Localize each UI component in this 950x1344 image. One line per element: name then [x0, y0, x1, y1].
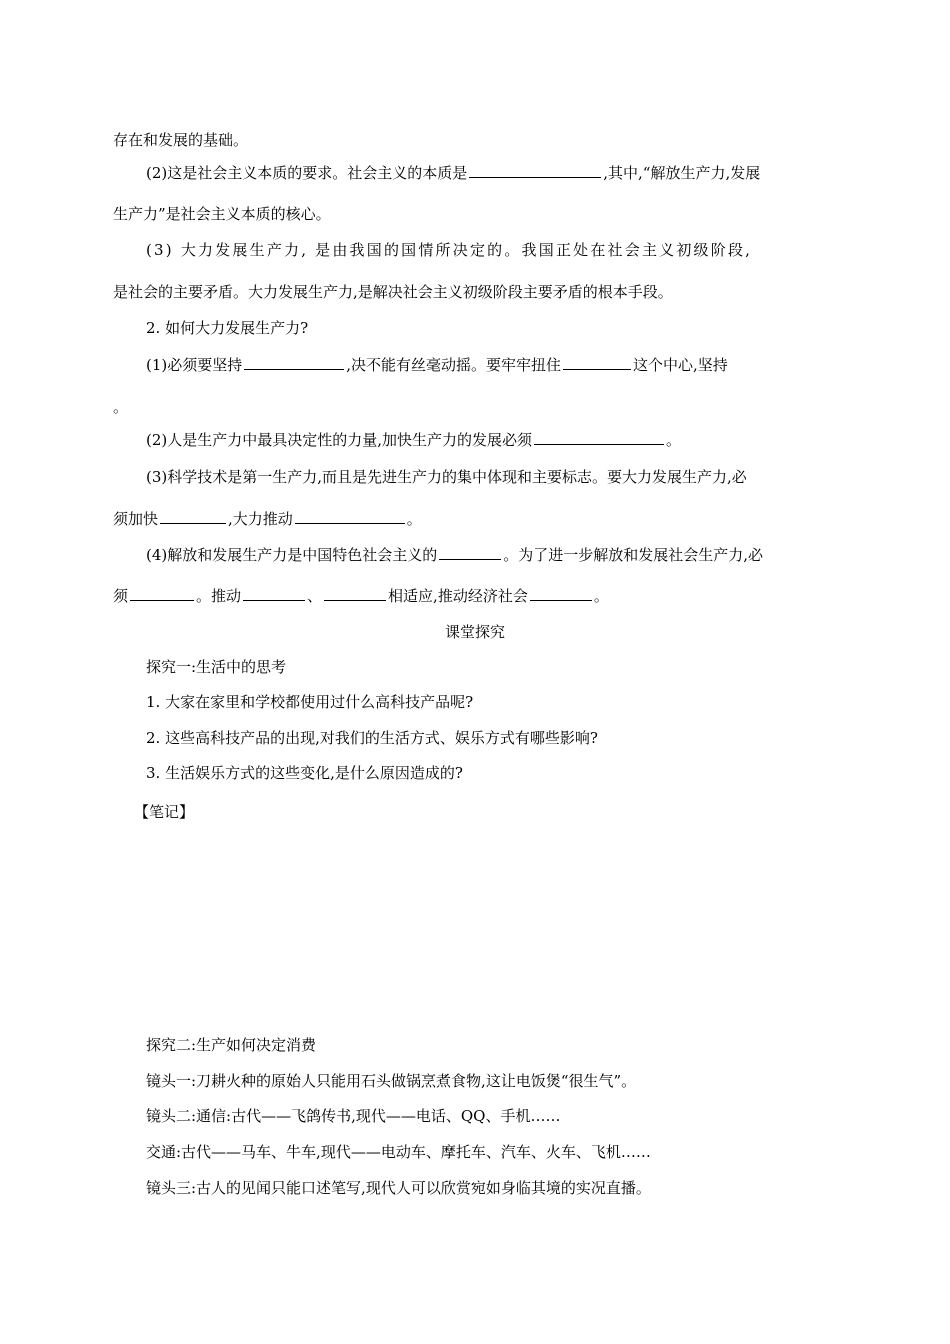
question-heading: 2. 如何大力发展生产力?: [146, 319, 309, 337]
fill-blank[interactable]: [563, 355, 631, 370]
fill-blank[interactable]: [534, 430, 664, 445]
question-item: 1. 大家在家里和学校都使用过什么高科技产品呢?: [146, 693, 474, 711]
paragraph-line: (3)科学技术是第一生产力,而且是先进生产力的集中体现和主要标志。要大力发展生产力,必: [146, 468, 747, 486]
paragraph-line: (2)这是社会主义本质的要求。社会主义的本质是 ,其中,“解放生产力,发展: [146, 164, 761, 182]
paragraph-line: 是社会的主要矛盾。大力发展生产力,是解决社会主义初级阶段主要矛盾的根本手段。: [113, 283, 673, 301]
fill-blank[interactable]: [160, 509, 226, 524]
fill-blank[interactable]: [530, 586, 592, 601]
scene-item: 镜头一:刀耕火种的原始人只能用石头做锅烹煮食物,这让电饭煲“很生气”。: [146, 1072, 637, 1090]
fill-blank[interactable]: [244, 355, 344, 370]
explore-one-title: 探究一:生活中的思考: [146, 658, 287, 676]
paragraph-line: 须加快 ,大力推动 。: [113, 510, 422, 528]
paragraph-line: 须 。推动 、 相适应,推动经济社会 。: [113, 587, 609, 605]
scene-item: 交通:古代——马车、牛车,现代——电动车、摩托车、汽车、火车、飞机……: [146, 1143, 651, 1161]
paragraph-line: 。: [113, 398, 129, 416]
section-title: 课堂探究: [444, 623, 505, 641]
fill-blank[interactable]: [243, 586, 305, 601]
fill-blank[interactable]: [295, 509, 405, 524]
paragraph-line: 生产力”是社会主义本质的核心。: [113, 205, 331, 223]
paragraph-line: (1)必须要坚持 ,决不能有丝毫动摇。要牢牢扭住 这个中心,坚持: [146, 356, 728, 374]
scene-item: 镜头二:通信:古代——飞鸽传书,现代——电话、QQ、手机……: [146, 1107, 561, 1125]
question-item: 2. 这些高科技产品的出现,对我们的生活方式、娱乐方式有哪些影响?: [146, 729, 598, 747]
paragraph-line: (2)人是生产力中最具决定性的力量,加快生产力的发展必须 。: [146, 431, 682, 449]
fill-blank[interactable]: [324, 586, 386, 601]
fill-blank[interactable]: [439, 545, 501, 560]
scene-item: 镜头三:古人的见闻只能口述笔写,现代人可以欣赏宛如身临其境的实况直播。: [146, 1179, 651, 1197]
paragraph-line: 存在和发展的基础。: [113, 131, 249, 149]
fill-blank[interactable]: [469, 163, 601, 178]
explore-two-title: 探究二:生产如何决定消费: [146, 1036, 317, 1054]
paragraph-line: (4)解放和发展生产力是中国特色社会主义的 。为了进一步解放和发展社会生产力,必: [146, 546, 764, 564]
paragraph-line: (3) 大力发展生产力, 是由我国的国情所决定的。我国正处在社会主义初级阶段,: [146, 241, 753, 259]
fill-blank[interactable]: [130, 586, 194, 601]
notes-label: 【笔记】: [134, 803, 195, 821]
question-item: 3. 生活娱乐方式的这些变化,是什么原因造成的?: [146, 764, 463, 782]
